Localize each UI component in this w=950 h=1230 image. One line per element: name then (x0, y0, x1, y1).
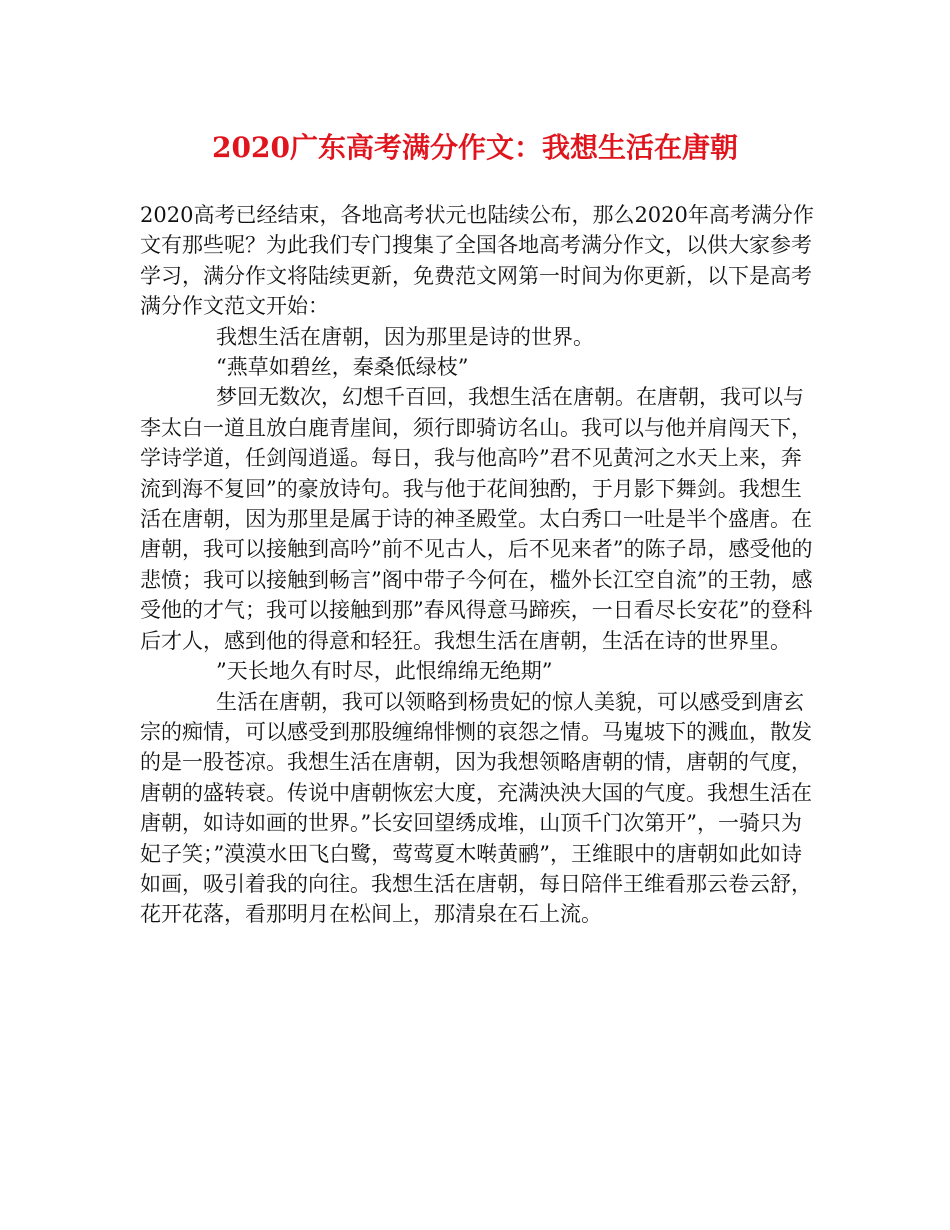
document-body (140, 200, 820, 930)
body-paragraph-1: 梦回无数次，幻想千百回，我想生活在唐朝。在唐朝，我可以与李太白一道且放白鹿青崖间，须行即骑访名山。我可以与他并肩闯天下，学诗学道，任剑闯逍遥。每日，我与他高吟”君不见黄河之水天上来，奔流到海不复回”的豪放诗句。我与他于花间独酌，于月影下舞剑。我想生活在唐朝，因为那里是属于诗的神圣殿堂。太白秀口一吐是半个盛唐。在唐朝，我可以接触到高吟”前不见古人，后不见来者”的陈子昂，感受他的悲愤；我可以接触到畅言”阁中带子今何在，槛外长江空自流”的王勃，感受他的才气；我可以接触到那”春风得意马蹄疾，一日看尽长安花”的登科后才人，感到他的得意和轻狂。我想生活在唐朝，生活在诗的世界里。 (140, 385, 813, 653)
poem-quote-1: “燕草如碧丝，秦桑低绿枝” (216, 355, 469, 380)
poem-quote-2: ”天长地久有时尽，此恨绵绵无绝期” (216, 659, 553, 684)
intro-paragraph: 2020高考已经结束，各地高考状元也陆续公布，那么2020年高考满分作文有那些呢？为此我们专门搜集了全国各地高考满分作文，以供大家参考学习，满分作文将陆续更新，免费范文网第一时间为你更新，以下是高考满分作文范文开始： (140, 203, 814, 319)
body-paragraph-2: 生活在唐朝，我可以领略到杨贵妃的惊人美貌，可以感受到唐玄宗的痴情，可以感受到那股缠绵悱恻的哀怨之情。马嵬坡下的溅血，散发的是一股苍凉。我想生活在唐朝，因为我想领略唐朝的情，唐朝的气度，唐朝的盛转衰。传说中唐朝恢宏大度，充满泱泱大国的气度。我想生活在唐朝，如诗如画的世界。”长安回望绣成堆，山顶千门次第开”，一骑只为妃子笑；”漠漠水田飞白鹭，莺莺夏木啭黄鹂”，王维眼中的唐朝如此如诗如画，吸引着我的向往。我想生活在唐朝，每日陪伴王维看那云卷云舒，花开花落，看那明月在松间上，那清泉在石上流。 (140, 689, 812, 927)
thesis-paragraph: 我想生活在唐朝，因为那里是诗的世界。 (216, 324, 594, 349)
document-title: 2020广东高考满分作文：我想生活在唐朝 (212, 131, 738, 164)
